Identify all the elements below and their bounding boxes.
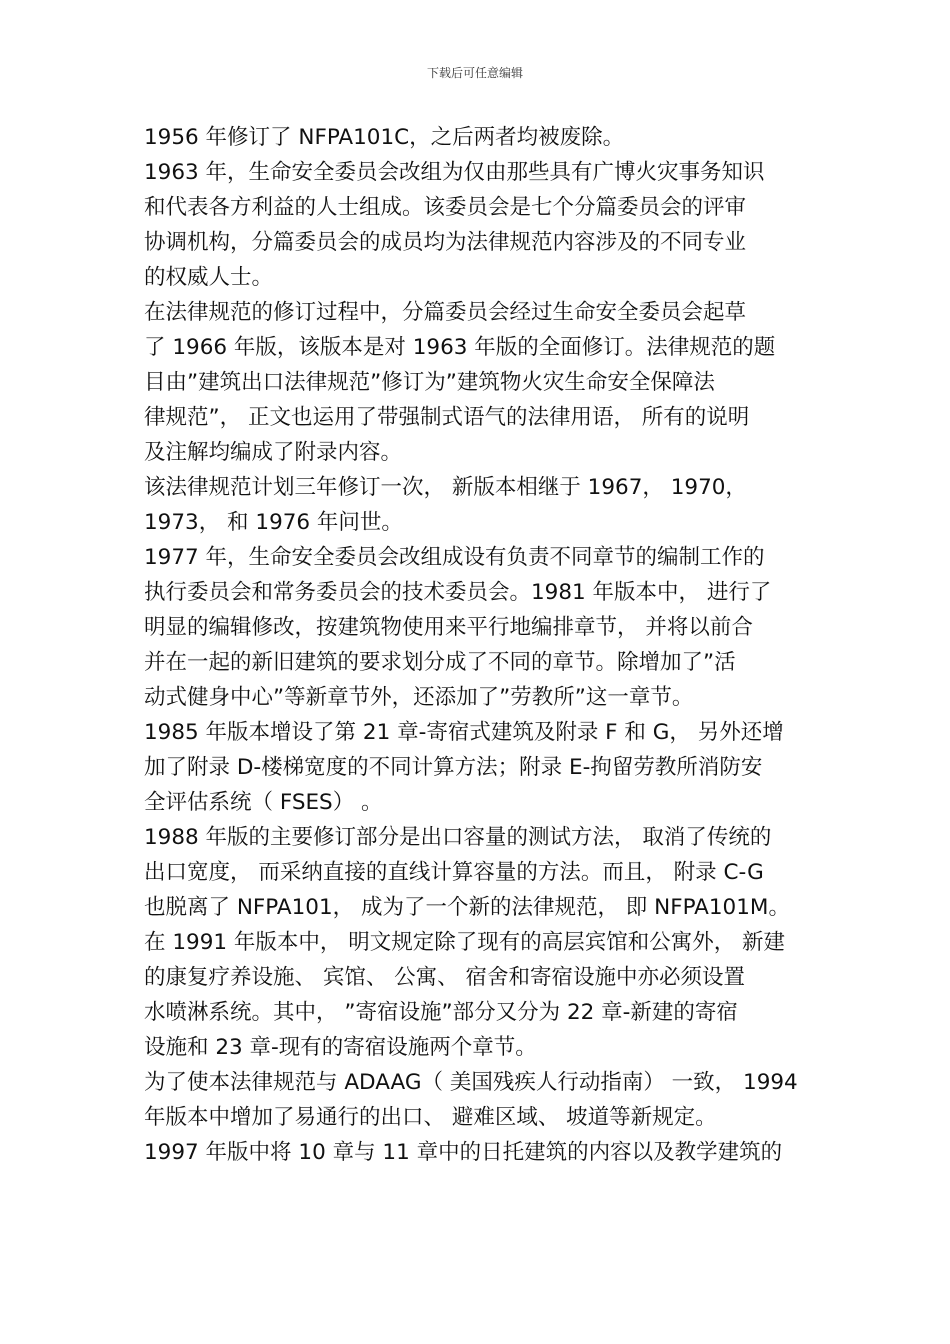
text-line: 1963 年，生命安全委员会改组为仅由那些具有广博火灾事务知识 (144, 160, 765, 185)
text-line: 水喷淋系统。其中， ”寄宿设施”部分又分为 22 章-新建的寄宿 (144, 1000, 738, 1025)
text-line: 设施和 23 章-现有的寄宿设施两个章节。 (144, 1035, 537, 1060)
text-line: 并在一起的新旧建筑的要求划分成了不同的章节。除增加了”活 (144, 650, 736, 675)
text-line: 和代表各方利益的人士组成。该委员会是七个分篇委员会的评审 (144, 195, 747, 220)
text-line: 1988 年版的主要修订部分是出口容量的测试方法， 取消了传统的 (144, 825, 772, 850)
page-header: 下载后可任意编辑 (426, 66, 523, 80)
text-line: 动式健身中心”等新章节外，还添加了”劳教所”这一章节。 (144, 685, 694, 710)
text-line: 了 1966 年版，该版本是对 1963 年版的全面修订。法律规范的题 (144, 335, 776, 360)
text-line: 也脱离了 NFPA101， 成为了一个新的法律规范， 即 NFPA101M。 (144, 895, 790, 920)
text-line: 该法律规范计划三年修订一次， 新版本相继于 1967， 1970， (144, 475, 747, 500)
text-line: 1985 年版本增设了第 21 章-寄宿式建筑及附录 F 和 G， 另外还增 (144, 720, 784, 745)
text-line: 的权威人士。 (144, 265, 274, 290)
text-line: 1997 年版中将 10 章与 11 章中的日托建筑的内容以及教学建筑的 (144, 1140, 783, 1165)
text-line: 目由”建筑出口法律规范”修订为”建筑物火灾生命安全保障法 (144, 370, 715, 395)
document-body (144, 120, 812, 1170)
text-line: 协调机构，分篇委员会的成员均为法律规范内容涉及的不同专业 (144, 230, 747, 255)
text-line: 出口宽度， 而采纳直接的直线计算容量的方法。而且， 附录 C-G (144, 860, 764, 885)
text-line: 加了附录 D-楼梯宽度的不同计算方法；附录 E-拘留劳教所消防安 (144, 755, 763, 780)
text-line: 在法律规范的修订过程中，分篇委员会经过生命安全委员会起草 (144, 300, 747, 325)
text-line: 在 1991 年版本中， 明文规定除了现有的高层宾馆和公寓外， 新建 (144, 930, 786, 955)
text-line: 1973， 和 1976 年问世。 (144, 510, 403, 535)
text-line: 明显的编辑修改，按建筑物使用来平行地编排章节， 并将以前合 (144, 615, 753, 640)
text-line: 1977 年，生命安全委员会改组成设有负责不同章节的编制工作的 (144, 545, 765, 570)
text-line: 年版本中增加了易通行的出口、 避难区域、 坡道等新规定。 (144, 1105, 717, 1130)
text-line: 的康复疗养设施、 宾馆、 公寓、 宿舍和寄宿设施中亦必须设置 (144, 965, 746, 990)
text-line: 及注解均编成了附录内容。 (144, 440, 403, 465)
text-line: 律规范”， 正文也运用了带强制式语气的法律用语， 所有的说明 (144, 405, 750, 430)
text-line: 1956 年修订了 NFPA101C，之后两者均被废除。 (144, 125, 625, 150)
text-line: 为了使本法律规范与 ADAAG（ 美国残疾人行动指南） 一致， 1994 (144, 1070, 798, 1095)
text-line: 全评估系统（ FSES） 。 (144, 790, 383, 815)
text-line: 执行委员会和常务委员会的技术委员会。1981 年版本中， 进行了 (144, 580, 772, 605)
